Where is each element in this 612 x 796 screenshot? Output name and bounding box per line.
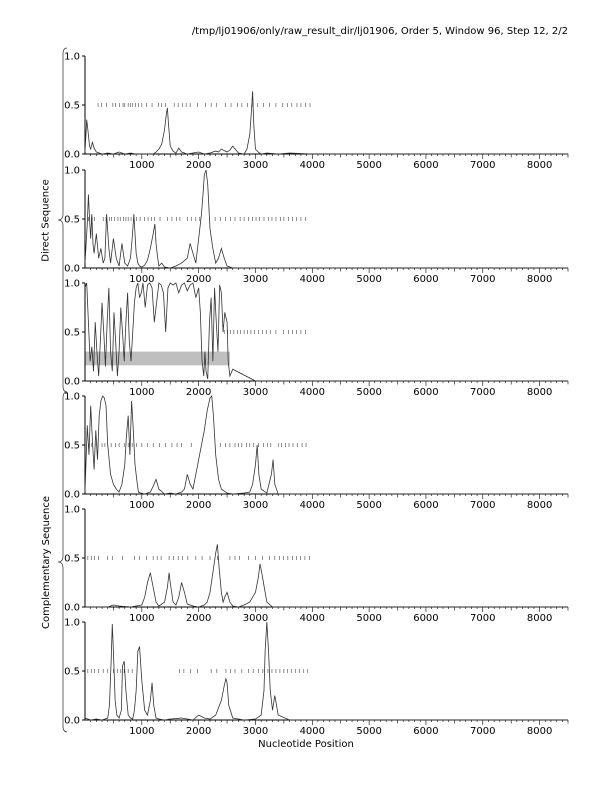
x-tick-label: 7000 [470, 726, 496, 737]
y-tick-label: 0.0 [64, 149, 80, 161]
x-tick-label: 3000 [242, 387, 269, 398]
y-tick-label: 1.0 [64, 504, 80, 516]
panel-4 [64, 392, 568, 512]
panel-6 [64, 618, 568, 738]
x-tick-label: 4000 [299, 613, 326, 624]
x-tick-label: 4000 [299, 387, 326, 398]
x-axis-label: Nucleotide Position [258, 739, 354, 750]
x-tick-label: 7000 [470, 613, 496, 624]
x-tick-label: 3000 [242, 726, 269, 737]
y-tick-label: 1.0 [64, 165, 80, 177]
series-line-panel-6 [85, 622, 568, 720]
x-tick-label: 6000 [413, 274, 439, 285]
x-tick-label: 7000 [470, 160, 496, 171]
x-tick-label: 3000 [242, 613, 269, 624]
x-tick-label: 6000 [413, 726, 439, 737]
x-tick-label: 4000 [299, 500, 326, 511]
x-tick-label: 5000 [356, 160, 382, 171]
x-tick-label: 5000 [356, 500, 382, 511]
x-tick-label: 1000 [129, 726, 155, 737]
x-tick-label: 1000 [129, 613, 155, 624]
x-tick-label: 8000 [526, 613, 553, 624]
y-tick-label: 1.0 [64, 391, 80, 403]
panel-2 [64, 166, 568, 286]
x-tick-label: 8000 [526, 160, 553, 171]
x-tick-label: 3000 [242, 500, 269, 511]
x-tick-label: 1000 [129, 160, 155, 171]
x-tick-label: 2000 [185, 726, 212, 737]
x-tick-label: 5000 [356, 613, 382, 624]
y-tick-label: 1.0 [64, 617, 80, 629]
y-tick-label: 0.0 [64, 602, 80, 614]
x-tick-label: 2000 [185, 274, 212, 285]
x-tick-label: 1000 [129, 500, 155, 511]
x-tick-label: 5000 [356, 274, 382, 285]
group-label-complementary: Complementary Sequence [40, 495, 52, 629]
y-tick-label: 0.0 [64, 376, 80, 388]
y-tick-label: 0.5 [64, 440, 80, 452]
x-tick-label: 2000 [185, 613, 212, 624]
panels [64, 52, 568, 738]
x-tick-label: 4000 [299, 274, 326, 285]
x-tick-label: 8000 [526, 500, 553, 511]
series-line-panel-2 [85, 170, 568, 268]
x-tick-label: 7000 [470, 500, 496, 511]
x-tick-label: 7000 [470, 387, 496, 398]
x-tick-label: 8000 [526, 726, 553, 737]
group-label-direct: Direct Sequence [40, 178, 52, 262]
x-tick-label: 4000 [299, 160, 326, 171]
x-tick-label: 1000 [129, 274, 155, 285]
x-tick-label: 6000 [413, 500, 439, 511]
x-tick-label: 5000 [356, 387, 382, 398]
panel-3 [64, 279, 568, 399]
series-line-panel-4 [85, 396, 568, 494]
page-title: /tmp/lj01906/only/raw_result_dir/lj01906, Order 5, Window 96, Step 12, 2/2 [191, 26, 568, 37]
y-tick-label: 1.0 [64, 51, 80, 63]
x-tick-label: 2000 [185, 160, 212, 171]
y-tick-label: 0.0 [64, 715, 80, 727]
x-tick-label: 2000 [185, 500, 212, 511]
panel-1 [64, 52, 568, 172]
x-tick-label: 3000 [242, 274, 269, 285]
x-tick-label: 8000 [526, 274, 553, 285]
y-tick-label: 0.5 [64, 553, 80, 565]
x-tick-label: 7000 [470, 274, 496, 285]
y-tick-label: 0.5 [64, 327, 80, 339]
series-line-panel-3 [85, 283, 568, 381]
y-tick-label: 0.5 [64, 666, 80, 678]
x-tick-label: 6000 [413, 613, 439, 624]
y-tick-label: 0.0 [64, 489, 80, 501]
x-tick-label: 6000 [413, 160, 439, 171]
x-tick-label: 3000 [242, 160, 269, 171]
x-tick-label: 1000 [129, 387, 155, 398]
series-line-panel-1 [85, 91, 568, 154]
x-tick-label: 6000 [413, 387, 439, 398]
x-tick-label: 5000 [356, 726, 382, 737]
panel-5 [64, 505, 568, 625]
y-tick-label: 0.5 [64, 214, 80, 226]
x-tick-label: 4000 [299, 726, 326, 737]
series-line-panel-5 [85, 544, 568, 607]
y-tick-label: 1.0 [64, 278, 80, 290]
x-tick-label: 8000 [526, 387, 553, 398]
y-tick-label: 0.0 [64, 263, 80, 275]
y-tick-label: 0.5 [64, 100, 80, 112]
x-tick-label: 2000 [185, 387, 212, 398]
